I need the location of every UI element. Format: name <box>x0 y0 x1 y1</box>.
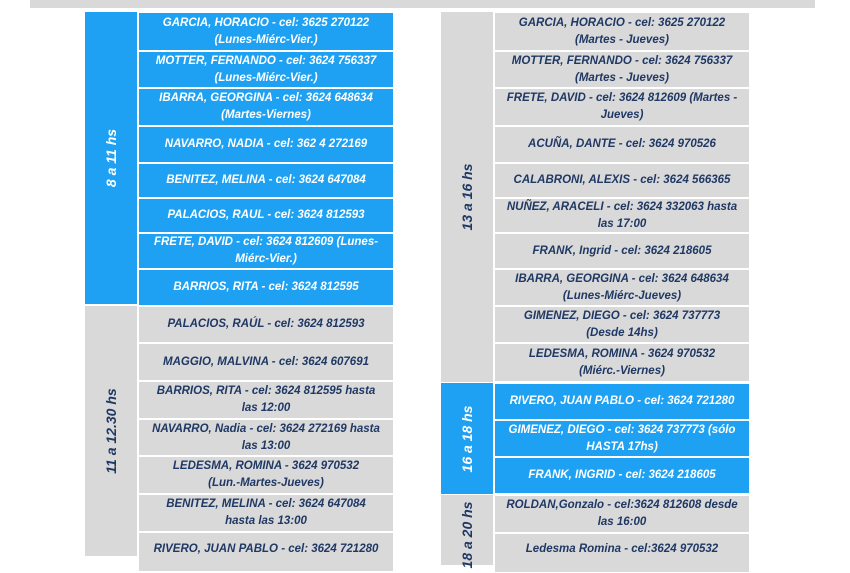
schedule-row: BENITEZ, MELINA - cel: 3624 647084 hasta las 13:00 <box>138 494 394 532</box>
schedule-row: LEDESMA, ROMINA - 3624 970532 (Lun.-Martes-Jueves) <box>138 456 394 494</box>
schedule-row: NAVARRO, Nadia - cel: 3624 272169 hasta las 13:00 <box>138 419 394 456</box>
time-band-11-1230 <box>85 306 137 556</box>
schedule-row: GARCIA, HORACIO - cel: 3625 270122 (Lunes-Miérc-Vier.) <box>138 12 394 51</box>
schedule-row: MOTTER, FERNANDO - cel: 3624 756337 (Martes - Jueves) <box>494 51 750 88</box>
schedule-row: MOTTER, FERNANDO - cel: 3624 756337 (Lunes-Miérc-Vier.) <box>138 51 394 88</box>
time-band-label: 8 a 11 hs <box>103 128 119 188</box>
schedule-row: LEDESMA, ROMINA - 3624 970532 (Miérc.-Viernes) <box>494 343 750 382</box>
top-header-bar <box>30 0 815 8</box>
time-band-16-18 <box>441 383 493 494</box>
schedule-row: FRETE, DAVID - cel: 3624 812609 (Martes - Jueves) <box>494 88 750 126</box>
time-band-label: 11 a 12.30 hs <box>103 388 119 474</box>
schedule-row: FRANK, INGRID - cel: 3624 218605 <box>494 457 750 494</box>
time-band-label: 16 a 18 hs <box>459 405 475 472</box>
schedule-row: Ledesma Romina - cel:3624 970532 <box>494 533 750 573</box>
schedule-row: CALABRONI, ALEXIS - cel: 3624 566365 <box>494 163 750 198</box>
schedule-row: IBARRA, GEORGINA - cel: 3624 648634 (Lunes-Miérc-Jueves) <box>494 269 750 306</box>
time-band-label: 13 a 16 hs <box>459 163 475 231</box>
schedule-row: IBARRA, GEORGINA - cel: 3624 648634 (Martes-Viernes) <box>138 88 394 126</box>
time-band-18-20 <box>441 495 493 569</box>
schedule-row: FRETE, DAVID - cel: 3624 812609 (Lunes- Miérc-Vier.) <box>138 233 394 269</box>
schedule-row: PALACIOS, RAUL - cel: 3624 812593 <box>138 198 394 233</box>
schedule-row: NUÑEZ, ARACELI - cel: 3624 332063 hasta las 17:00 <box>494 198 750 233</box>
schedule-row: GARCIA, HORACIO - cel: 3625 270122 (Martes - Jueves) <box>494 12 750 51</box>
schedule-row: GIMENEZ, DIEGO - cel: 3624 737773 (Desde 14hs) <box>494 306 750 343</box>
schedule-row: MAGGIO, MALVINA - cel: 3624 607691 <box>138 343 394 381</box>
schedule-row: GIMENEZ, DIEGO - cel: 3624 737773 (sólo HASTA 17hs) <box>494 420 750 457</box>
time-band-label: 18 a 20 hs <box>459 501 475 569</box>
schedule-row: BENITEZ, MELINA - cel: 3624 647084 <box>138 163 394 198</box>
schedule-row: ROLDAN,Gonzalo - cel:3624 812608 desde las 16:00 <box>494 495 750 533</box>
schedule-row: NAVARRO, NADIA - cel: 362 4 272169 <box>138 126 394 163</box>
schedule-row: BARRIOS, RITA - cel: 3624 812595 hasta las 12:00 <box>138 381 394 419</box>
schedule-row: RIVERO, JUAN PABLO - cel: 3624 721280 <box>494 383 750 420</box>
schedule-row: FRANK, Ingrid - cel: 3624 218605 <box>494 233 750 269</box>
schedule-row: BARRIOS, RITA - cel: 3624 812595 <box>138 269 394 306</box>
schedule-row: RIVERO, JUAN PABLO - cel: 3624 721280 <box>138 532 394 572</box>
schedule-row: ACUÑA, DANTE - cel: 3624 970526 <box>494 126 750 163</box>
time-band-13-16 <box>441 12 493 382</box>
schedule-row: PALACIOS, RAÚL - cel: 3624 812593 <box>138 306 394 343</box>
time-band-8-11 <box>85 12 137 304</box>
